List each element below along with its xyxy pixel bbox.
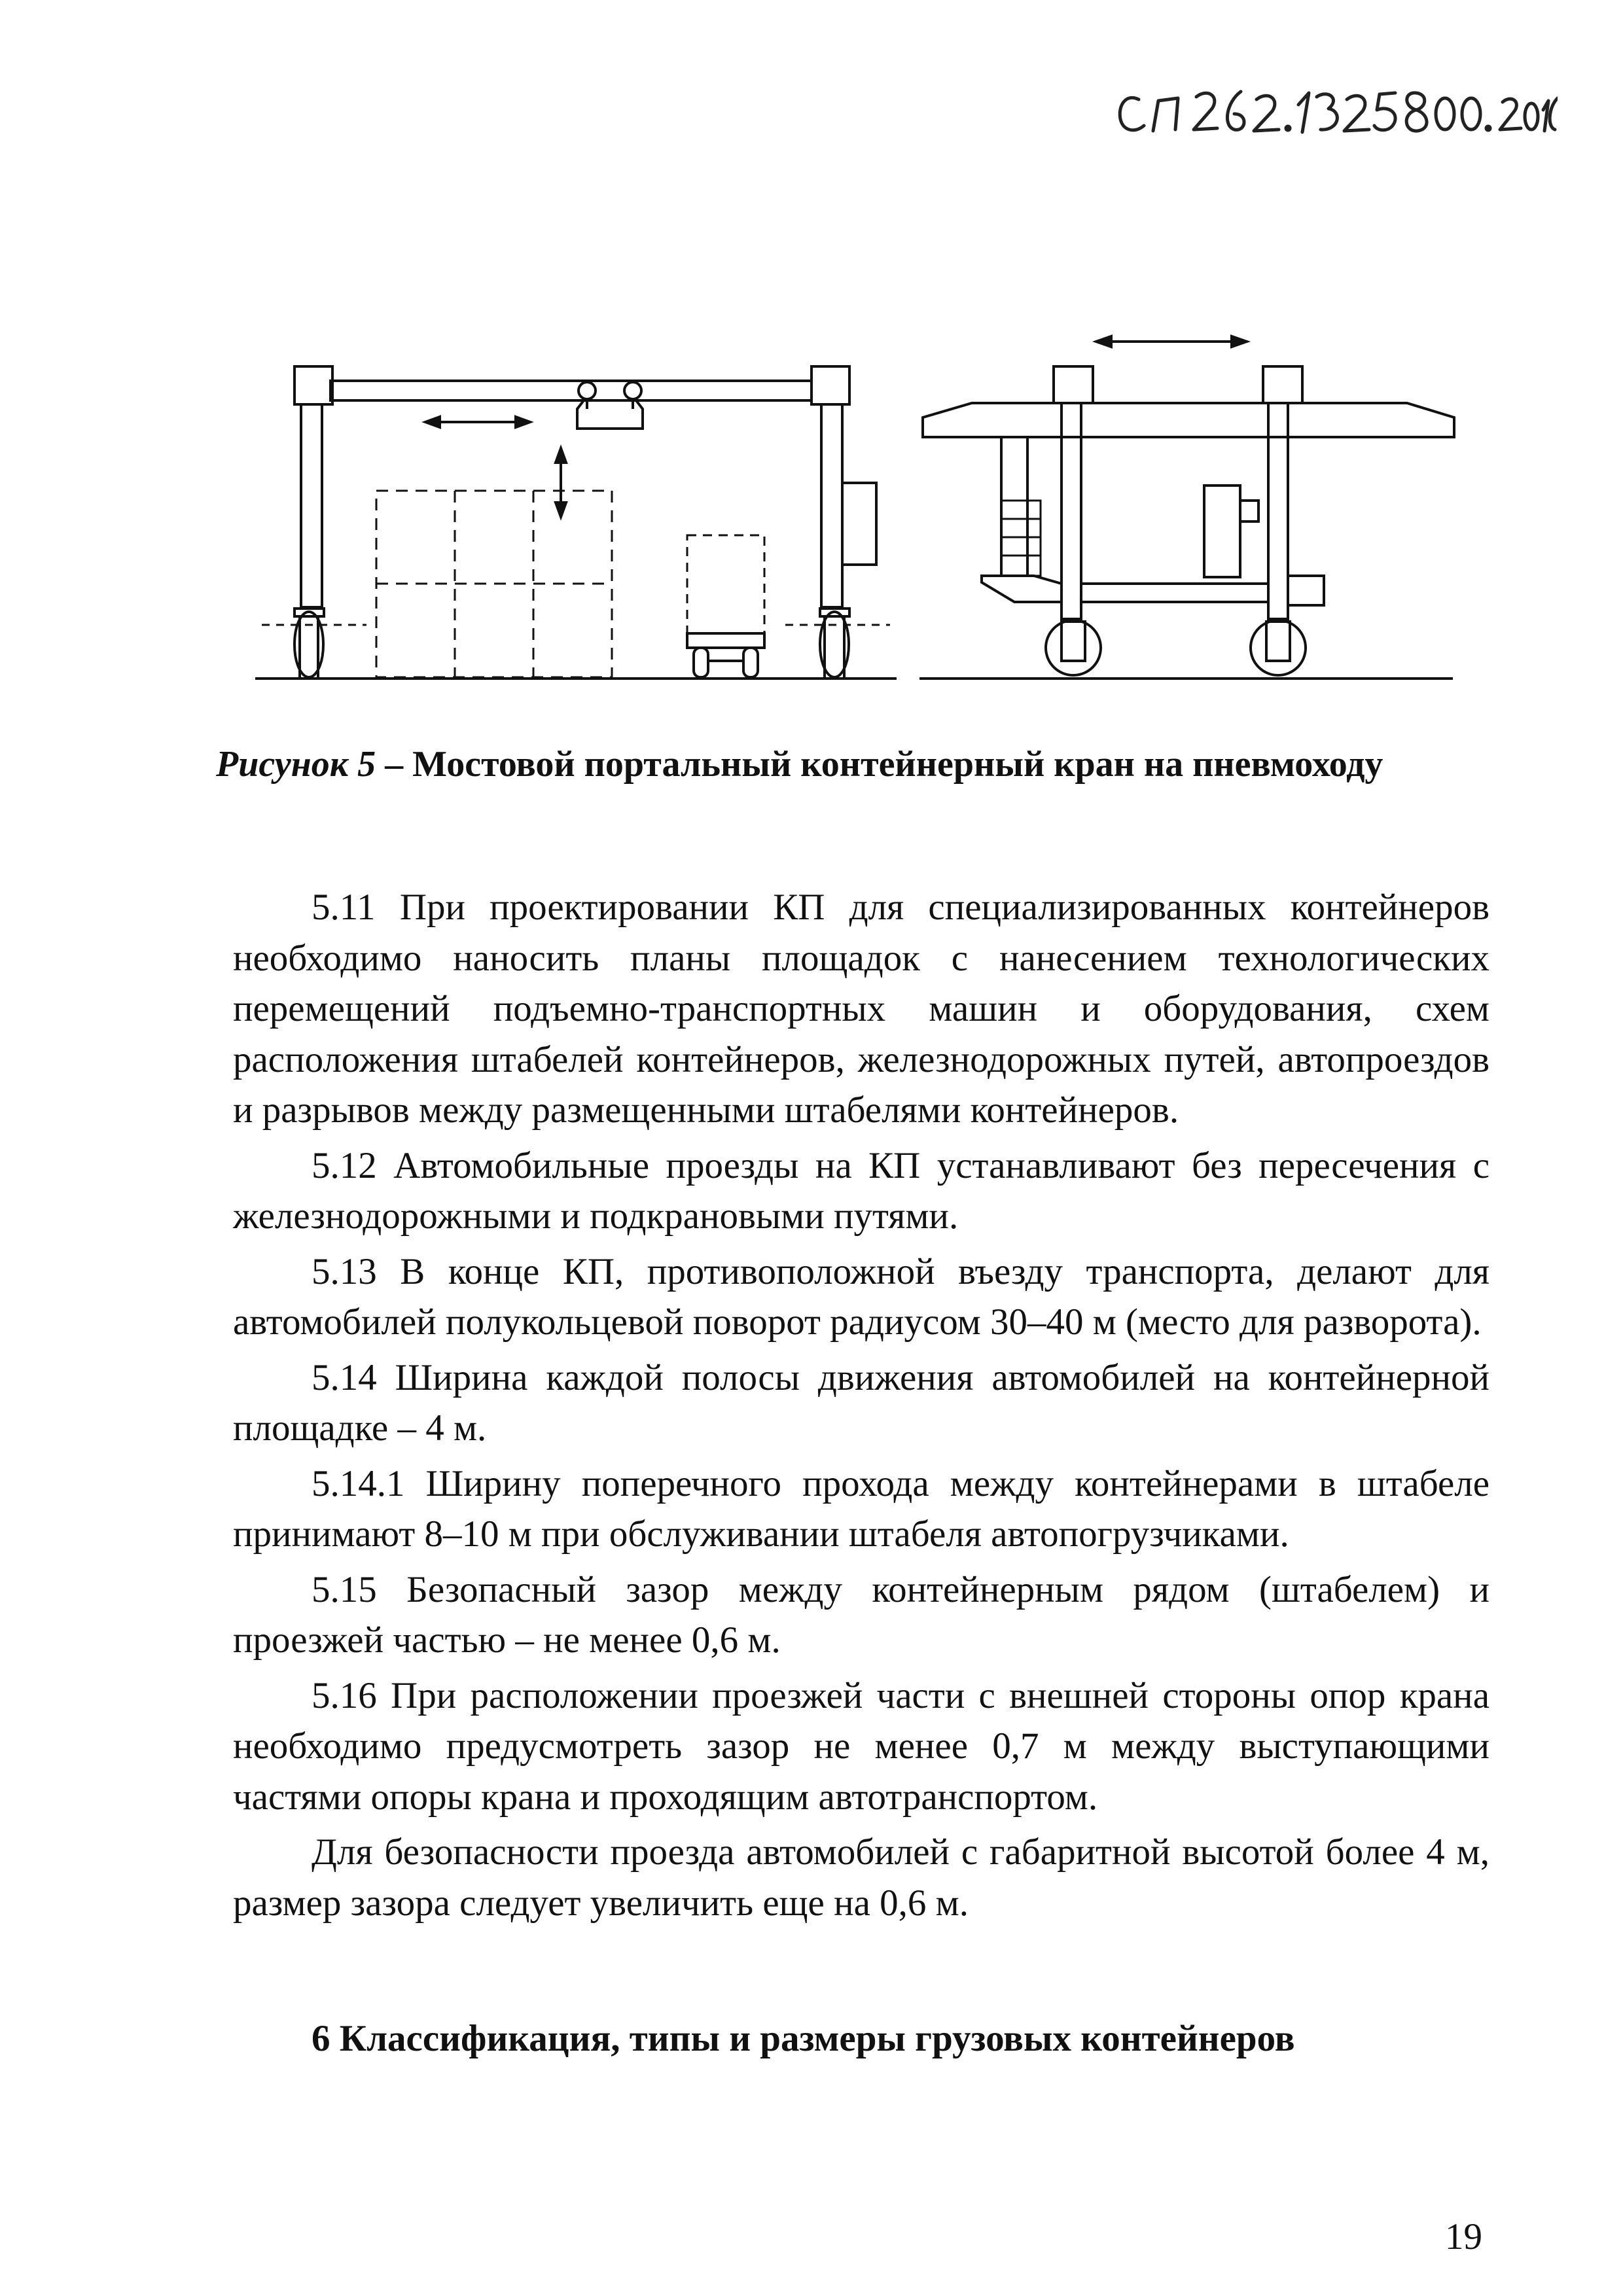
crane-figure	[236, 314, 1466, 707]
crane-right-leg	[821, 404, 842, 607]
paragraph-safety-note: Для безопасности проезда автомобилей с габаритной высотой более 4 м, размер зазора следует увеличить еще на 0,6 м.	[233, 1831, 1489, 1924]
handwritten-document-code	[1113, 73, 1558, 145]
crane-lower-frame	[1081, 584, 1268, 602]
figure-caption	[216, 743, 1459, 786]
crane-side-left-wheel	[1046, 620, 1101, 675]
paragraph-5-15: 5.15 Безопасный зазор между контейнерным рядом (штабелем) и проезжей частью – не менее 0,6 м.	[233, 1568, 1489, 1661]
paragraph-5-13: 5.13 В конце КП, противоположной въезду транспорта, делают для автомобилей полукольцевой поворот радиусом 30–40 м (место для разворота).	[233, 1250, 1489, 1343]
crane-cabin	[842, 483, 876, 565]
body-text	[233, 882, 1489, 1928]
crane-side-right-wheel	[1251, 620, 1306, 675]
crane-left-leg	[301, 404, 322, 607]
page-number: 19	[1445, 2216, 1482, 2257]
paragraph-5-12: 5.12 Автомобильные проезды на КП устанавливают без пересечения с железнодорожными и подкрановыми путями.	[233, 1144, 1489, 1237]
figure-title: – Мостовой портальный контейнерный кран на пневмоходу	[376, 744, 1383, 785]
paragraph-5-14-1: 5.14.1 Ширину поперечного прохода между контейнерами в штабеле принимают 8–10 м при обслуживании штабеля автопогрузчиками.	[233, 1462, 1489, 1555]
crane-boom	[923, 403, 1454, 437]
paragraph-5-11: 5.11 При проектировании КП для специализированных контейнеров необходимо наносить планы площадок с нанесением технологических перемещений подъемно-транспортных машин и оборудования, схем расположения штабелей контейнеров, железнодорожных путей, автопроездов и разрывов между размещенными штабелями контейнеров.	[233, 887, 1489, 1131]
figure-label: Рисунок 5	[216, 744, 376, 785]
crane-bridge-beam	[330, 381, 812, 400]
paragraph-5-16: 5.16 При расположении проезжей части с внешней стороны опор крана необходимо предусмотреть зазор не менее 0,7 м между выступающими частями опоры крана и проходящим автотранспортом.	[233, 1674, 1489, 1818]
paragraph-5-14: 5.14 Ширина каждой полосы движения автомобилей на контейнерной площадке – 4 м.	[233, 1356, 1489, 1449]
container-stack	[376, 491, 612, 677]
section-heading: 6 Классификация, типы и размеры грузовых контейнеров	[312, 2018, 1295, 2059]
truck	[687, 535, 764, 677]
crane-side-view	[919, 336, 1454, 679]
crane-front-view	[255, 366, 897, 679]
crane-stairs	[1001, 501, 1041, 576]
